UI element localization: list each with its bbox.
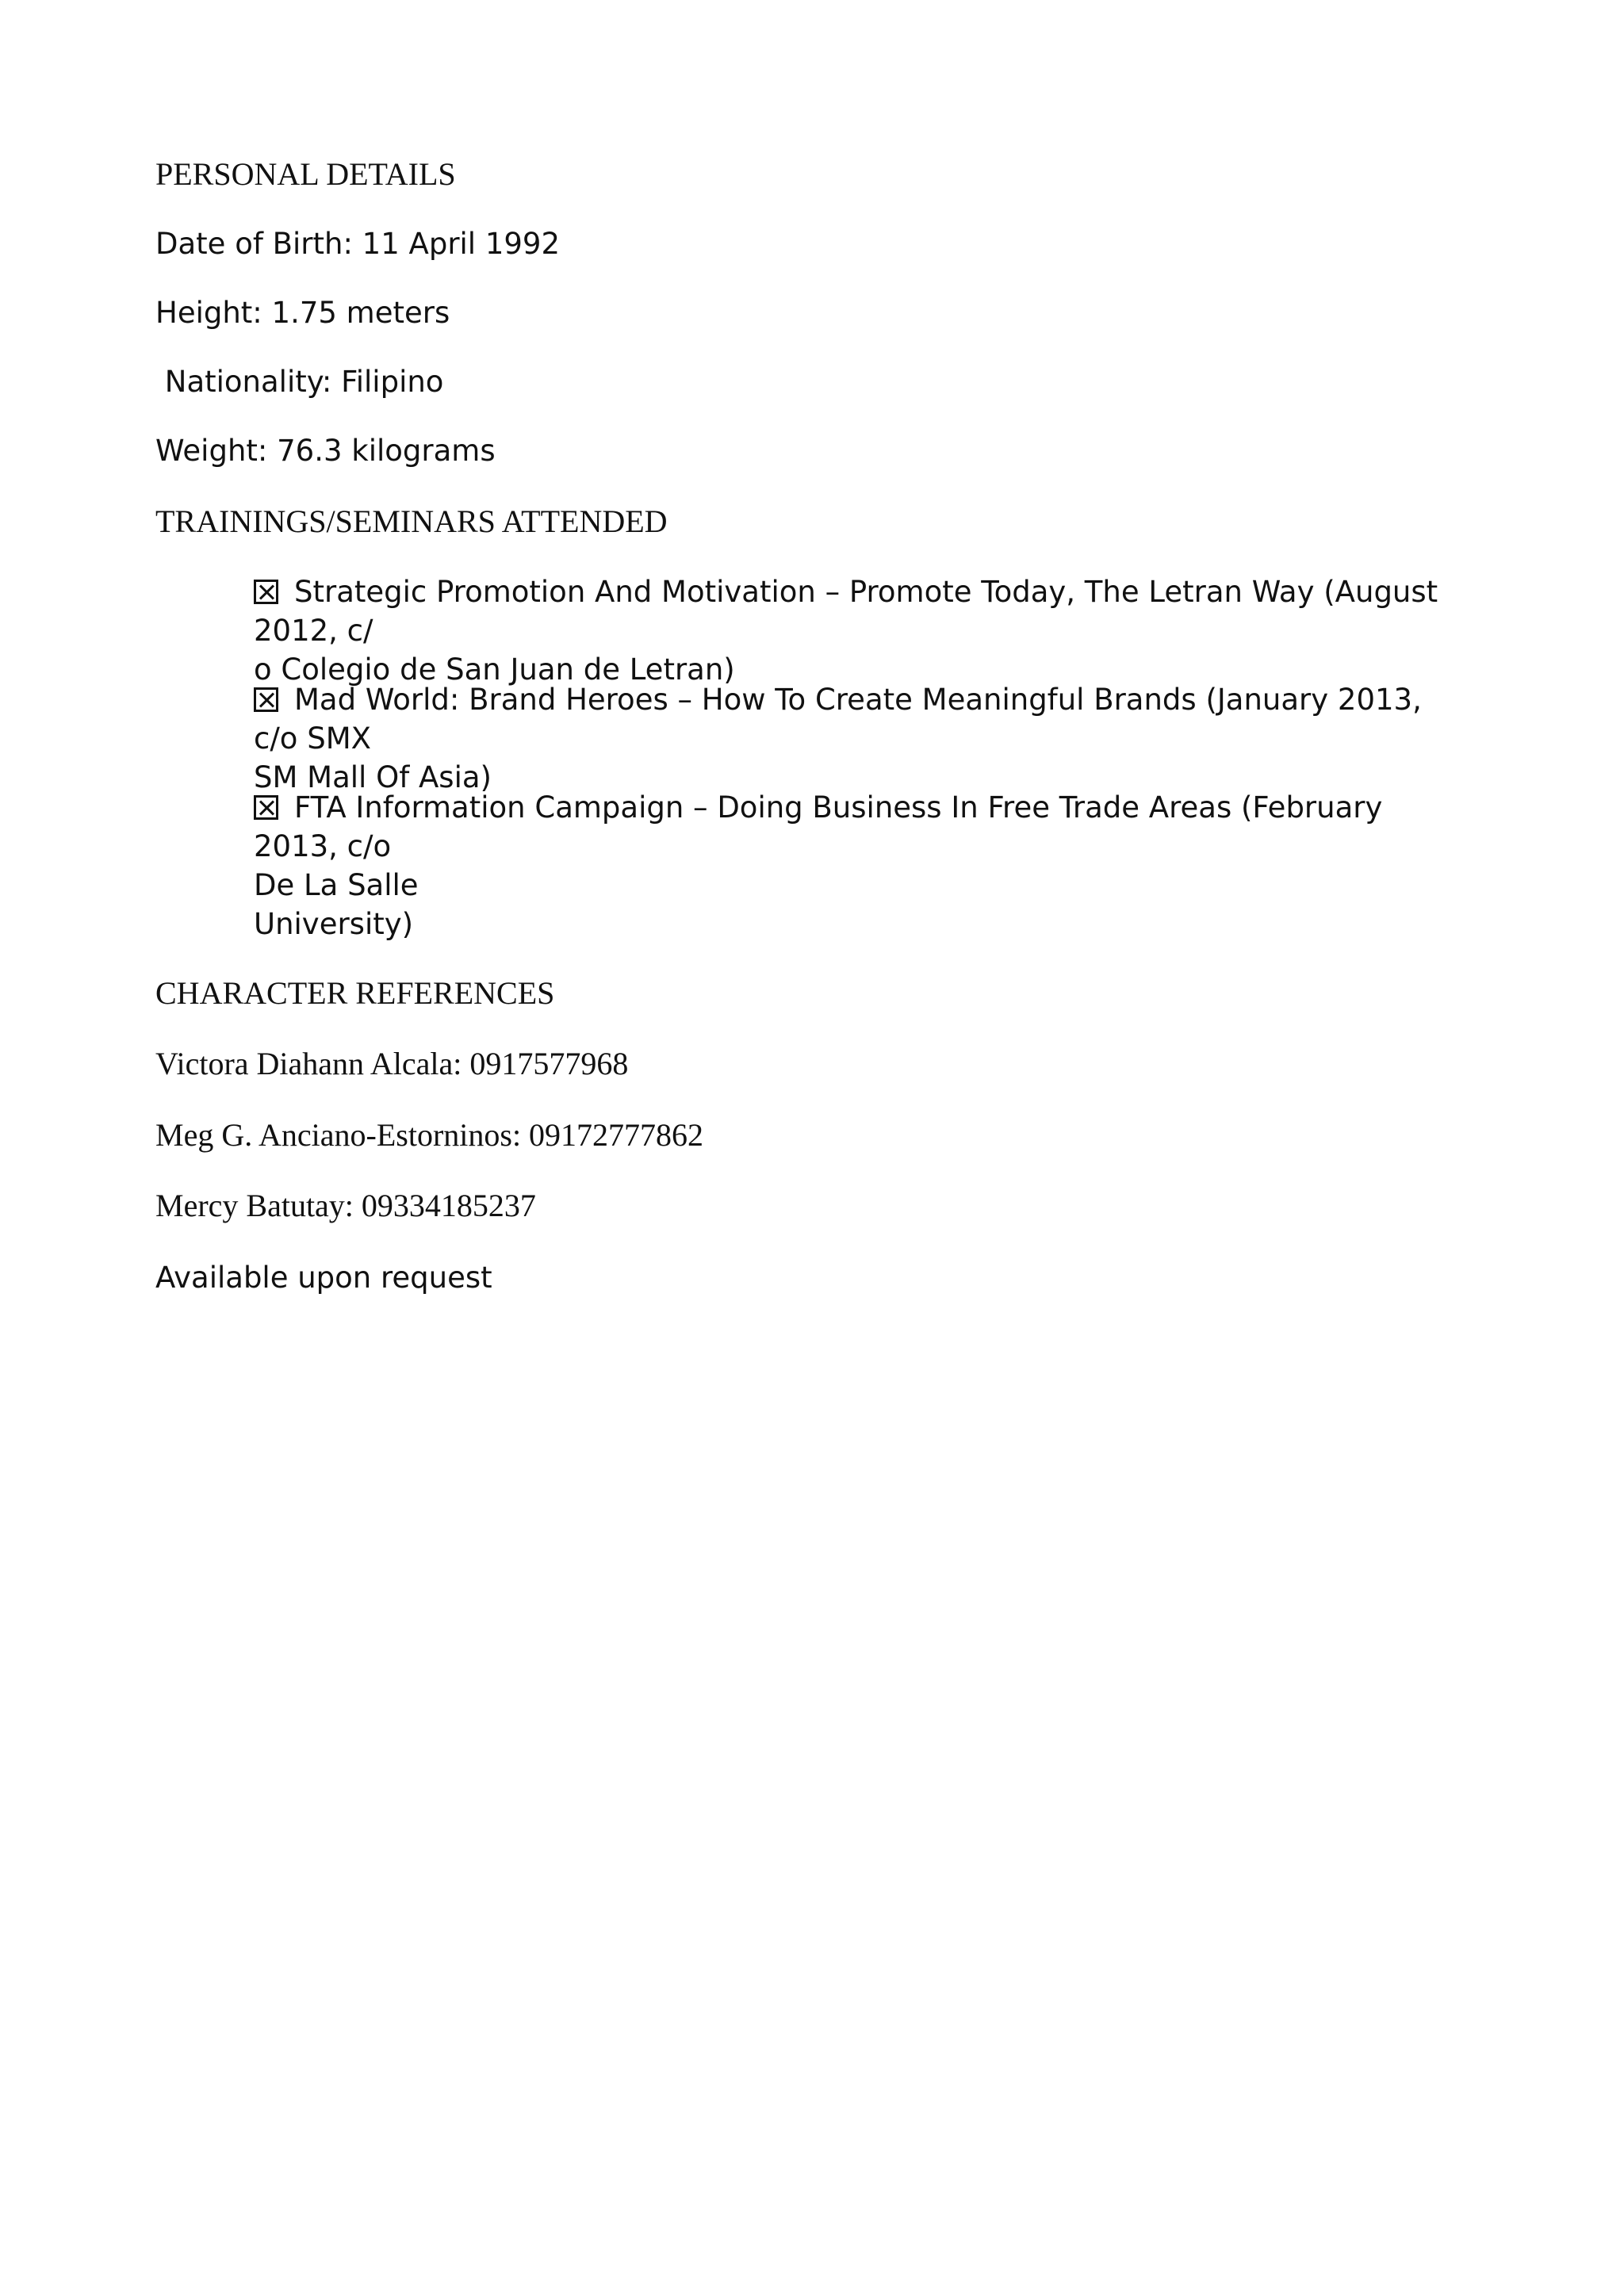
training-item-line <box>254 572 1475 650</box>
checkbox-icon <box>254 687 278 712</box>
checkbox-icon <box>254 580 278 604</box>
reference-entry: Mercy Batutay: 09334185237 <box>155 1188 536 1223</box>
training-item-line: De La Salle <box>254 868 419 902</box>
nationality: Nationality: Filipino <box>155 365 444 399</box>
training-item-text: Strategic Promotion And Motivation – Promote Today, The Letran Way (August 2012, c/ <box>254 575 1438 648</box>
training-item-line: University) <box>254 907 414 941</box>
character-references-heading: CHARACTER REFERENCES <box>155 975 555 1011</box>
trainings-heading: TRAININGS/SEMINARS ATTENDED <box>155 503 668 539</box>
height: Height: 1.75 meters <box>155 296 450 330</box>
checkbox-icon <box>254 795 278 820</box>
training-item <box>254 788 1475 943</box>
date-of-birth: Date of Birth: 11 April 1992 <box>155 227 561 261</box>
training-item-line <box>254 788 1475 866</box>
reference-entry: Victora Diahann Alcala: 0917577968 <box>155 1046 629 1081</box>
references-note: Available upon request <box>155 1261 492 1295</box>
training-item-line: SM Mall Of Asia) <box>254 760 492 794</box>
training-item-text: FTA Information Campaign – Doing Business In Free Trade Areas (February 2013, c/o <box>254 790 1383 863</box>
training-item <box>254 680 1475 797</box>
training-item-text: Mad World: Brand Heroes – How To Create Meaningful Brands (January 2013, c/o SMX <box>254 683 1422 756</box>
training-item-line <box>254 680 1475 758</box>
personal-details-heading: PERSONAL DETAILS <box>155 156 456 192</box>
training-item-line: o Colegio de San Juan de Letran) <box>254 652 735 687</box>
reference-entry: Meg G. Anciano-Estorninos: 09172777862 <box>155 1117 704 1153</box>
training-item <box>254 572 1475 689</box>
weight: Weight: 76.3 kilograms <box>155 434 496 468</box>
